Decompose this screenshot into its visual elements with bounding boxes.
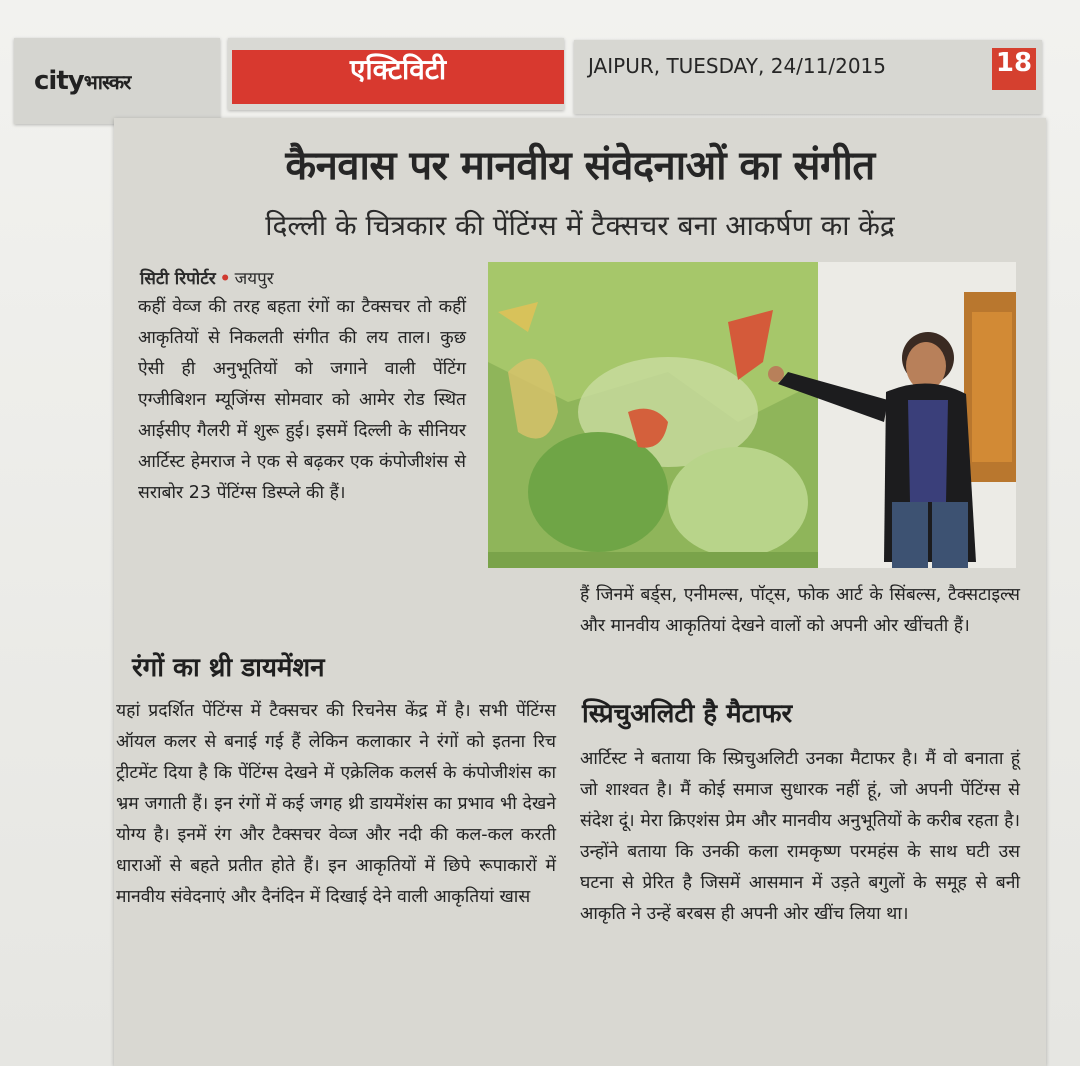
section2-column: [580, 744, 1020, 930]
intro-paragraph: कहीं वेव्ज की तरह बहता रंगों का टैक्सचर तो कहीं आकृतियों से निकलती संगीत की लय ताल। कुछ ऐसी ही अनुभूतियों को जगाने वाली पेंटिंग एग्जीबिशन म्यूजिंग्स सोमवार को आमेर रोड स्थित आईसीए गैलरी में शुरू हुई। इसमें दिल्ली के सीनियर आर्टिस्ट हेमराज ने एक से बढ़कर एक कंपोजीशंस से सराबोर 23 पेंटिंग्स डिस्प्ले की हैं।: [138, 297, 466, 503]
byline-location: जयपुर: [234, 269, 274, 289]
intro-column: [138, 292, 466, 509]
continuation-column: [580, 580, 1020, 642]
subheadline: दिल्ली के चित्रकार की पेंटिंग्स में टैक्सचर बना आकर्षण का केंद्र: [265, 209, 895, 242]
section1-column: [116, 696, 556, 913]
continuation-paragraph: हैं जिनमें बर्ड्स, एनीमल्स, पॉट्स, फोक आर्ट के सिंबल्स, टैक्सटाइल्स और मानवीय आकृतियां देखने वालों को अपनी ओर खींचती हैं।: [580, 585, 1020, 636]
section2-heading: स्प्रिचुअलिटी है मैटाफर: [582, 699, 793, 729]
section1-heading: रंगों का थ्री डायमेंशन: [132, 653, 325, 683]
logo-en: city: [34, 66, 84, 96]
article-photo: [488, 262, 1016, 568]
headline: कैनवास पर मानवीय संवेदनाओं का संगीत: [285, 143, 875, 189]
section-label: एक्टिविटी: [349, 53, 447, 86]
newspaper-logo: [34, 66, 130, 96]
painting-and-artist-image: [488, 262, 1016, 568]
logo-hi: भास्कर: [83, 70, 131, 94]
section2-paragraph: आर्टिस्ट ने बताया कि स्प्रिचुअलिटी उनका मैटाफर है। मैं वो बनाता हूं जो शाश्वत है। मैं कोई समाज सुधारक नहीं हूं, जो अपनी पेंटिंग्स से संदेश दूं। मेरा क्रिएशंस प्रेम और मानवीय अनुभूतियों के करीब रहता है। उन्होंने बताया कि उनकी कला रामकृष्ण परमहंस के साथ घटी उस घटना से प्रेरित है जिसमें आसमान में उड़ते बगुलों के समूह से बनी आकृति ने उन्हें बरबस ही अपनी ओर खींच लिया था।: [580, 749, 1020, 924]
page-number-badge: 18: [992, 48, 1036, 90]
dateline: JAIPUR, TUESDAY, 24/11/2015: [588, 54, 887, 78]
section1-paragraph: यहां प्रदर्शित पेंटिंग्स में टैक्सचर की रिचनेस केंद्र में है। सभी पेंटिंग्स ऑयल कलर से बनाई गई हैं लेकिन कलाकार ने रंगों को इतना रिच ट्रीटमेंट दिया है कि पेंटिंग्स देखने में एक्रेलिक कलर्स के कंपोजीशंस का भ्रम जगाती हैं। इन रंगों में कई जगह थ्री डायमेंशंस का प्रभाव भी देखने योग्य है। इनमें रंग और टैक्सचर वेव्ज और नदी की कल-कल करती धाराओं से बहते प्रतीत होते हैं। इन आकृतियों में छिपे रूपाकारों में मानवीय संवेदनाएं और दैनंदिन में दिखाई देने वाली आकृतियां खास: [116, 701, 556, 907]
byline-dot-icon: •: [219, 269, 231, 289]
byline-reporter: सिटी रिपोर्टर: [140, 269, 216, 289]
byline: [140, 266, 274, 289]
